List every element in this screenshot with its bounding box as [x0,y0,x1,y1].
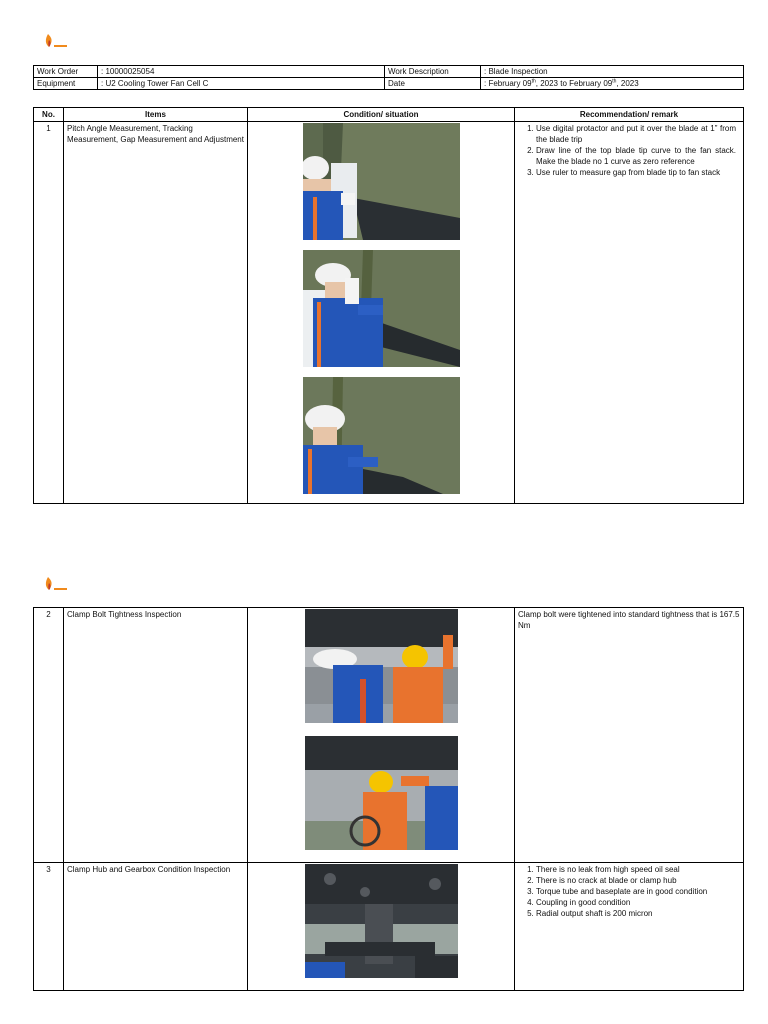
remark-item: 2. There is no crack at blade or clamp hub [536,875,740,886]
remark-item: 2. Draw line of the top blade tip curve to the fan stack. Make the blade no 1 curve as zero reference [536,145,740,167]
equipment-label: Equipment [34,78,98,90]
col-header-recommendation: Recommendation/ remark [515,108,744,122]
header-info-table [33,65,744,90]
row-number: 1 [34,122,64,504]
row-remarks: Clamp bolt were tightened into standard tightness that is 167.5 Nm [515,608,744,863]
remarks-list [518,123,740,178]
photo-clamp-bolt-2 [305,736,458,850]
col-header-no: No. [34,108,64,122]
equipment-value: : U2 Cooling Tower Fan Cell C [98,78,385,90]
remark-item: 1. There is no leak from high speed oil seal [536,864,740,875]
company-logo [42,575,70,597]
row-remarks [515,122,744,504]
date-value: : February 09th, 2023 to February 09th, 2023 [481,78,744,90]
date-label: Date [385,78,481,90]
condition-photos [248,122,515,504]
col-header-condition: Condition/ situation [248,108,515,122]
work-order-label: Work Order [34,66,98,78]
remark-item: 4. Coupling in good condition [536,897,740,908]
row-item: Clamp Hub and Gearbox Condition Inspection [64,863,248,991]
row-number: 2 [34,608,64,863]
remarks-list [518,864,740,919]
remark-item: 3. Use ruler to measure gap from blade tip to fan stack [536,167,740,178]
condition-photos [248,863,515,991]
work-description-value: : Blade Inspection [481,66,744,78]
row-item: Clamp Bolt Tightness Inspection [64,608,248,863]
remark-item: 5. Radial output shaft is 200 micron [536,908,740,919]
col-header-items: Items [64,108,248,122]
table-row [34,608,744,863]
inspection-table [33,107,744,504]
table-row [34,122,744,504]
work-order-value: : 10000025054 [98,66,385,78]
photo-clamp-bolt-1 [305,609,458,723]
photo-pitch-angle-1 [303,123,460,240]
work-description-label: Work Description [385,66,481,78]
row-item: Pitch Angle Measurement, Tracking Measurement, Gap Measurement and Adjustment [64,122,248,504]
company-logo [42,32,70,54]
row-remarks [515,863,744,991]
remark-item: 1. Use digital protactor and put it over the blade at 1” from the blade trip [536,123,740,145]
remark-item: 3. Torque tube and baseplate are in good condition [536,886,740,897]
table-row [34,863,744,991]
photo-clamp-hub-gearbox [305,864,458,978]
photo-pitch-angle-2 [303,250,460,367]
inspection-table-continued [33,607,744,991]
condition-photos [248,608,515,863]
photo-pitch-angle-3 [303,377,460,494]
row-number: 3 [34,863,64,991]
